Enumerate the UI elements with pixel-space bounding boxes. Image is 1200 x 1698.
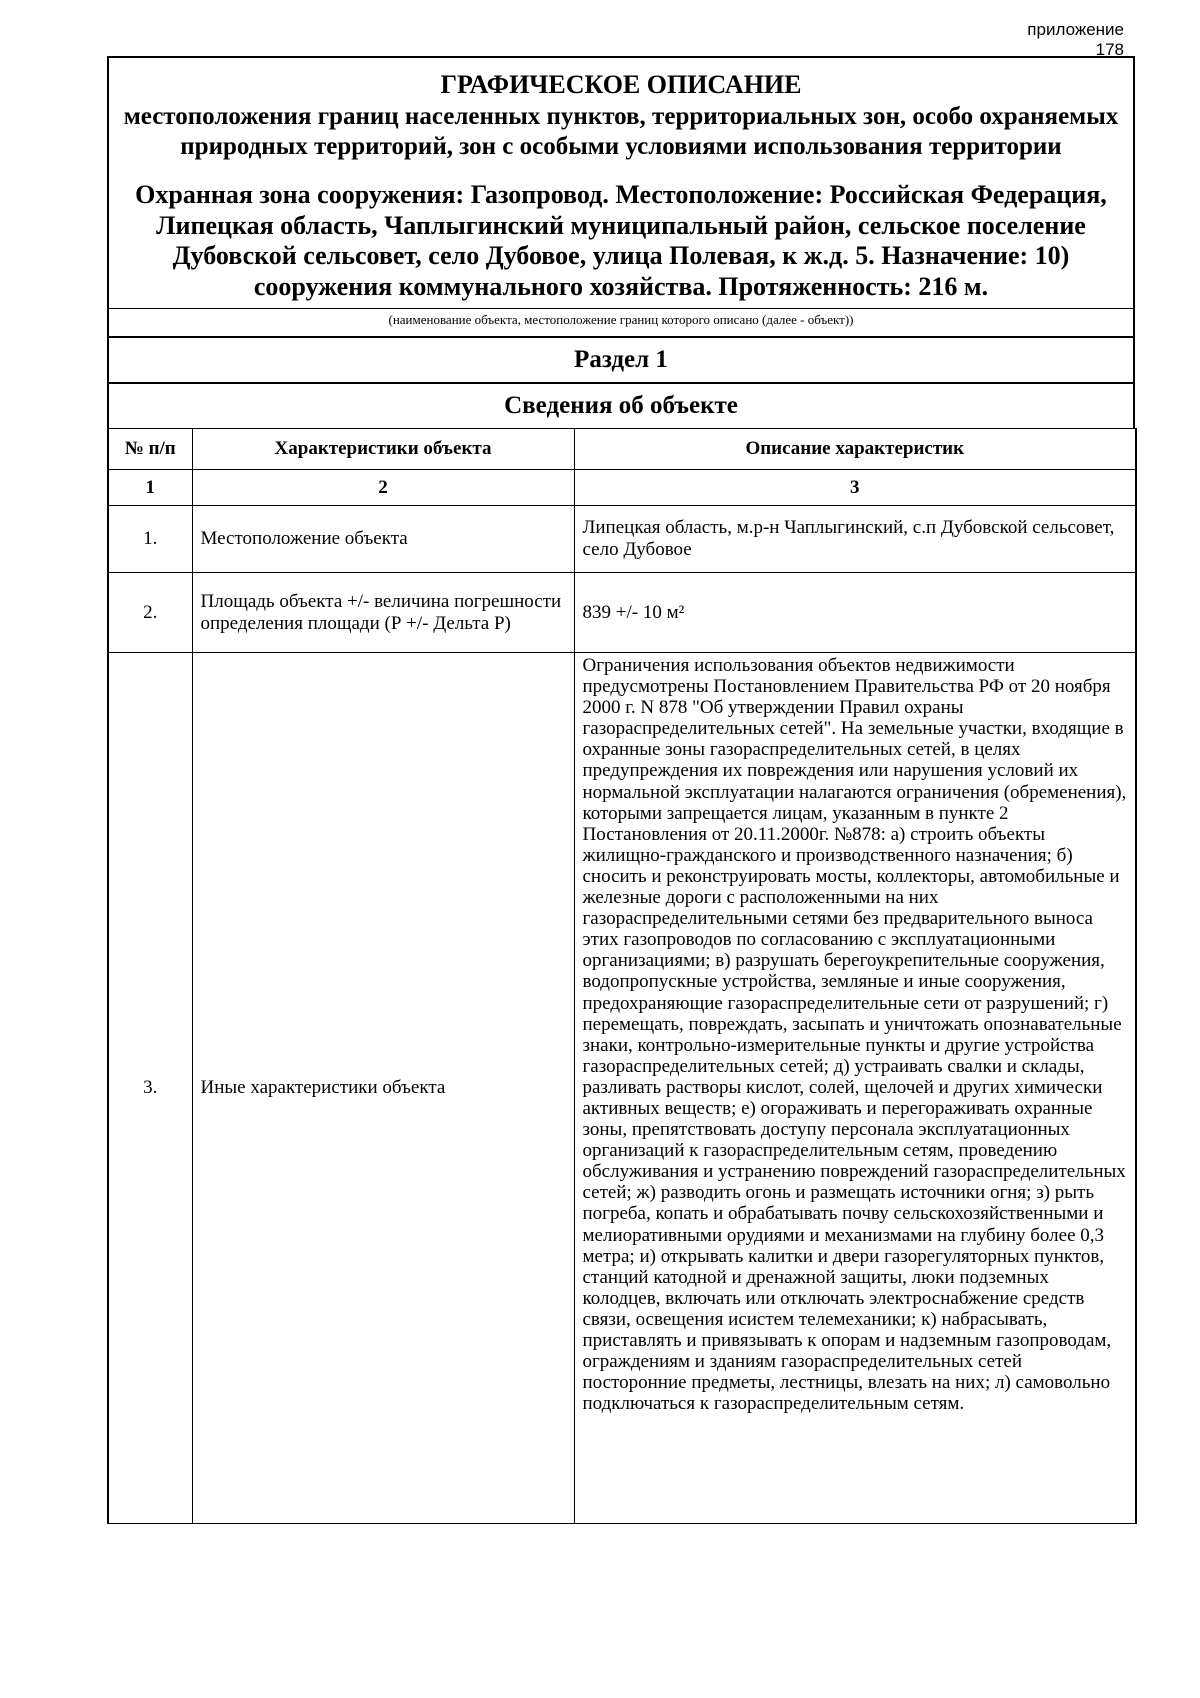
section-title: Раздел 1 (109, 336, 1133, 382)
column-number: 1 (108, 470, 192, 506)
column-number: 3 (574, 470, 1136, 506)
table-row (108, 506, 1136, 573)
row-number: 1. (108, 506, 192, 573)
characteristic-name: Площадь объекта +/- величина погрешности определения площади (Р +/- Дельта Р) (192, 573, 574, 653)
header-block (107, 56, 1135, 428)
characteristics-table (107, 428, 1137, 1524)
row-number: 2. (108, 573, 192, 653)
section-subtitle: Сведения об объекте (109, 382, 1133, 428)
document (107, 56, 1135, 1524)
column-header: Описание характеристик (574, 429, 1136, 470)
object-caption: (наименование объекта, местоположение границ которого описано (далее - объект)) (109, 308, 1133, 336)
table-row (108, 653, 1136, 1524)
object-name: Охранная зона сооружения: Газопровод. Местоположение: Российская Федерация, Липецкая область, Чаплыгинский муниципальный район, сельское поселение Дубовской сельсовет, село Дубовое, улица Полевая, к ж.д. 5. Назначение: 10) сооружения коммунального хозяйства. Протяженность: 216 м. (135, 180, 1107, 301)
table-row (108, 573, 1136, 653)
characteristic-description: Ограничения использования объектов недвижимости предусмотрены Постановлением Правительства РФ от 20 ноября 2000 г. N 878 "Об утверждении Правил охраны газораспределительных сетей". На земельные участки, входящие в охранные зоны газораспределительных сетей, в целях предупреждения их повреждения или нарушения условий их нормальной эксплуатации налагаются ограничения (обременения), которыми запрещается лицам, указанным в пункте 2 Постановления от 20.11.2000г. №878: а) строить объекты жилищно-гражданского и производственного назначения; б) сносить и реконструировать мосты, коллекторы, автомобильные и железные дороги с расположенными на них газораспределительными сетями без предварительного выноса этих газопроводов по согласованию с эксплуатационными организациями; в) разрушать берегоукрепительные сооружения, водопропускные устройства, земляные и иные сооружения, предохраняющие газораспределительные сети от разрушений; г) перемещать, повреждать, засыпать и уничтожать опознавательные знаки, контрольно-измерительные пункты и другие устройства газораспределительных сетей; д) устраивать свалки и склады, разливать растворы кислот, солей, щелочей и других химически активных веществ; е) огораживать и перегораживать охранные зоны, препятствовать доступу персонала эксплуатационных организаций к газораспределительным сетям, проведению обслуживания и устранению повреждений газораспределительных сетей; ж) разводить огонь и размещать источники огня; з) рыть погреба, копать и обрабатывать почву сельскохозяйственными и мелиоративными орудиями и механизмами на глубину более 0,3 метра; и) открывать калитки и двери газорегуляторных пунктов, станций катодной и дренажной защиты, люки подземных колодцев, включать или отключать электроснабжение средств связи, освещения исистем телемеханики; к) набрасывать, приставлять и привязывать к опорам и надземным газопроводам, ограждениям и зданиям газораспределительных сетей посторонние предметы, лестницы, влезать на них; л) самовольно подключаться к газораспределительным сетям. (574, 653, 1136, 1524)
column-number-row (108, 470, 1136, 506)
appendix-label: приложение 178 (1027, 20, 1124, 59)
characteristic-description: 839 +/- 10 м² (574, 573, 1136, 653)
column-header: Характеристики объекта (192, 429, 574, 470)
row-number: 3. (108, 653, 192, 1524)
characteristic-name: Иные характеристики объекта (192, 653, 574, 1524)
document-title: ГРАФИЧЕСКОЕ ОПИСАНИЕ (440, 70, 802, 99)
column-number: 2 (192, 470, 574, 506)
column-header: № п/п (108, 429, 192, 470)
table-header-row (108, 429, 1136, 470)
characteristic-name: Местоположение объекта (192, 506, 574, 573)
document-subtitle: местоположения границ населенных пунктов, территориальных зон, особо охраняемых природных территорий, зон с особыми условиями использования территории (123, 103, 1119, 160)
characteristic-description: Липецкая область, м.р-н Чаплыгинский, с.п Дубовской сельсовет, село Дубовое (574, 506, 1136, 573)
